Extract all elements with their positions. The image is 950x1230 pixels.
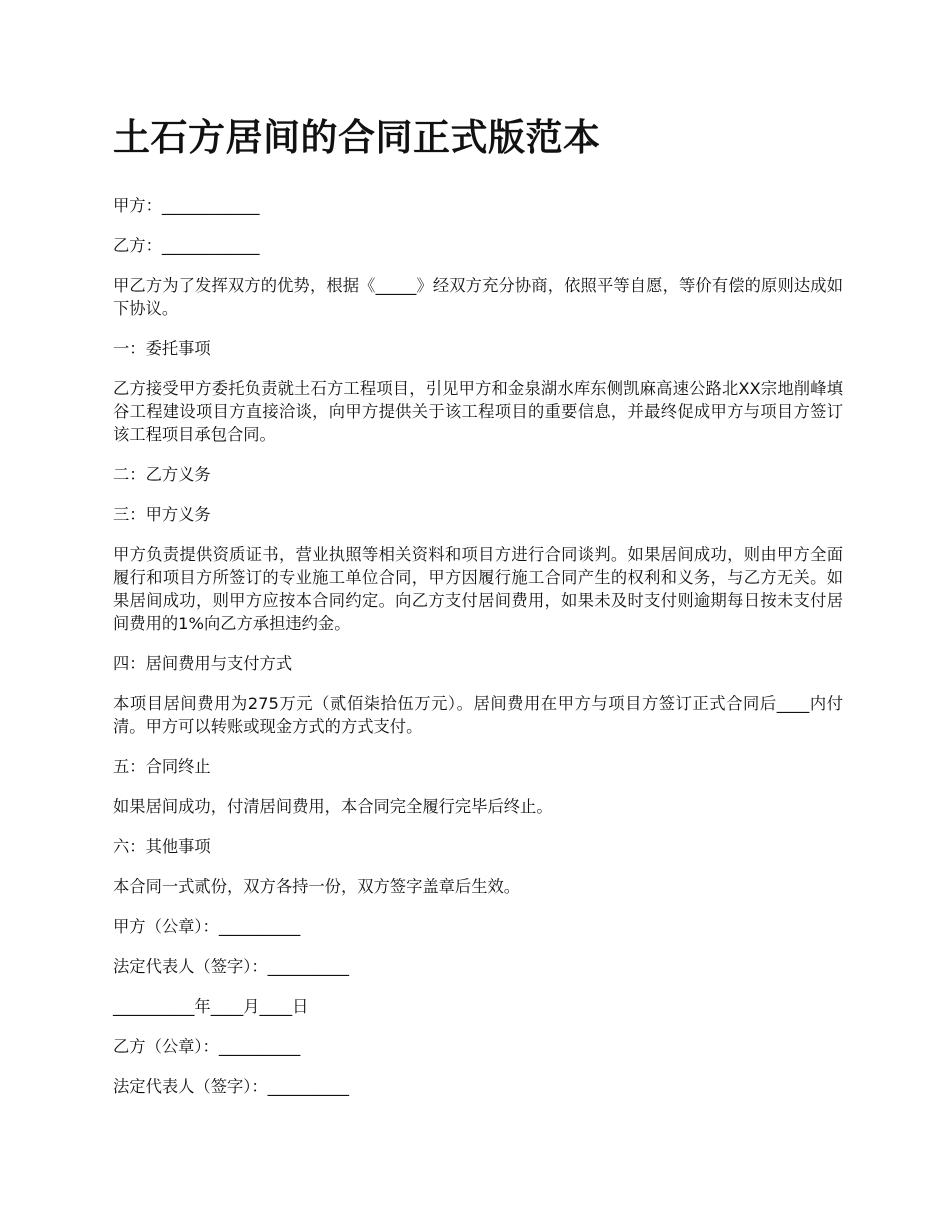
party-b-representative-line: 法定代表人（签字）：__________ <box>113 1077 350 1096</box>
entrusted-matters-paragraph: 乙方接受甲方委托负责就土石方工程项目，引见甲方和金泉湖水库东侧凯麻高速公路北XX宗地削峰填谷工程建设项目方直接洽谈，向甲方提供关于该工程项目的重要信息，并最终促成甲方与项目方签订该工程项目承包合同。 <box>113 379 843 444</box>
party-a-seal-line: 甲方（公章）：__________ <box>113 917 301 936</box>
document-page <box>113 112 843 1115</box>
section-heading-party-b-obligations: 二：乙方义务 <box>113 465 211 484</box>
party-b-seal-line: 乙方（公章）：__________ <box>113 1037 301 1056</box>
contract-termination-paragraph: 如果居间成功，付清居间费用，本合同完全履行完毕后终止。 <box>113 797 553 816</box>
section-heading-party-a-obligations: 三：甲方义务 <box>113 505 211 524</box>
party-a-line: 甲方：____________ <box>113 196 260 215</box>
fees-and-payment-paragraph: 本项目居间费用为275万元（贰佰柒拾伍万元）。居间费用在甲方与项目方签订正式合同后____内付清。甲方可以转账或现金方式的方式支付。 <box>113 694 843 736</box>
section-heading-fees-and-payment: 四：居间费用与支付方式 <box>113 654 293 673</box>
section-heading-other-matters: 六：其他事项 <box>113 837 211 856</box>
section-heading-contract-termination: 五：合同终止 <box>113 757 211 776</box>
section-heading-entrusted-matters: 一：委托事项 <box>113 339 211 358</box>
date-line: __________年____月____日 <box>113 997 309 1016</box>
party-a-representative-line: 法定代表人（签字）：__________ <box>113 957 350 976</box>
other-matters-paragraph: 本合同一式贰份，双方各持一份，双方签字盖章后生效。 <box>113 877 521 896</box>
preamble-paragraph: 甲乙方为了发挥双方的优势，根据《_____》经双方充分协商，依照平等自愿，等价有偿的原则达成如下协议。 <box>113 276 843 318</box>
party-a-obligations-paragraph: 甲方负责提供资质证书，营业执照等相关资料和项目方进行合同谈判。如果居间成功，则由甲方全面履行和项目方所签订的专业施工单位合同，甲方因履行施工合同产生的权利和义务，与乙方无关。如果居间成功，则甲方应按本合同约定。向乙方支付居间费用，如果未及时支付则逾期每日按未支付居间费用的1%向乙方承担违约金。 <box>113 545 843 633</box>
document-title: 土石方居间的合同正式版范本 <box>113 116 601 159</box>
party-b-line: 乙方：____________ <box>113 236 260 255</box>
